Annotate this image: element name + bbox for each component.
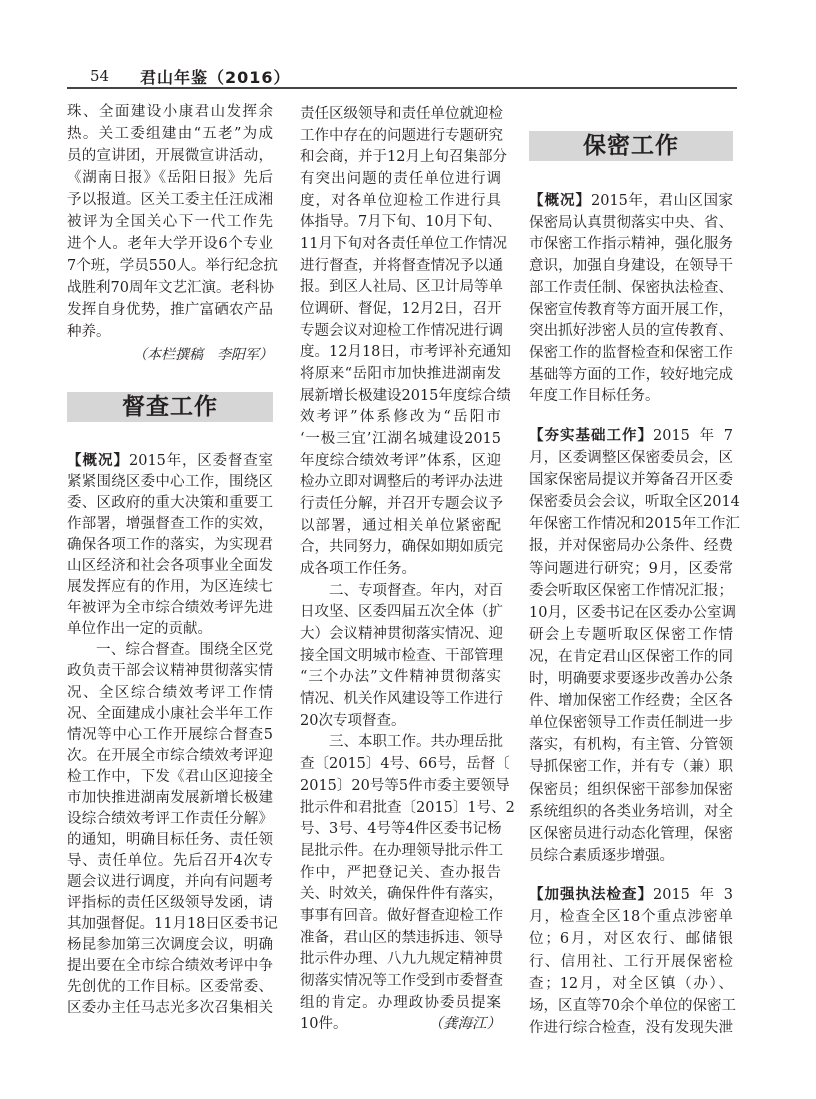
text-line: 次。在开展全市综合绩效考评迎 — [67, 747, 273, 764]
running-header-title: 君山年鉴（2016） — [140, 68, 291, 87]
text-line: 二、专项督查。年内，对百 — [329, 582, 503, 599]
text-line: 2015〕20号等5件市委主要领导 — [300, 777, 510, 794]
text-line: 月，区委调整区保密委员会，区 — [529, 450, 733, 467]
text-line: 报，并对保密局办公条件、经费 — [529, 538, 733, 555]
text-line: 月，检查全区18个重点涉密单 — [529, 909, 733, 926]
text-line — [529, 191, 733, 213]
text-line: 系统组织的各类业务培训，对全 — [529, 803, 733, 820]
text-line — [300, 1014, 501, 1036]
paragraph — [67, 101, 278, 343]
text-line: 保密工作的监督检查和保密工作 — [529, 344, 733, 361]
text-line: 保密员；组织保密干部参加保密 — [529, 781, 733, 798]
text-line: 题会议进行调度，并向有问题考 — [67, 873, 273, 890]
text-line: 11月下旬对各责任单位工作情况 — [300, 236, 507, 253]
text-line: 单位保密领导工作责任制进一步 — [529, 715, 733, 732]
text-line: 热。关工委组建由“五老”为成 — [67, 126, 273, 142]
text-line: 昆批示件。在办理领导批示件工 — [300, 842, 503, 859]
text-line: 部工作责任制、保密执法检查、 — [529, 279, 733, 296]
text-line: 先创优的工作目标。区委常委、 — [67, 979, 273, 996]
text-line: 作进行综合检查，没有发现失泄 — [529, 1020, 733, 1037]
text-line: 区委办主任马志光多次召集相关 — [67, 1000, 273, 1017]
text-line: ‘一极三宜’江湖名城建设2015 — [300, 431, 501, 448]
text-line: 场，区直等70余个单位的保密工 — [529, 998, 736, 1015]
text-line: 等问题进行研究；9月，区委常 — [529, 560, 733, 577]
paragraph — [67, 451, 273, 640]
text-line: 批示件办理、八九九规定精神贯 — [300, 951, 503, 968]
text-line: 意识，加强自身建设，在领导干 — [529, 258, 733, 275]
text-block — [300, 104, 515, 1036]
text-line: 年被评为全市综合绩效考评先进 — [67, 600, 273, 617]
text-line: 彻落实情况等工作受到市委督查 — [300, 972, 503, 989]
text-line — [67, 451, 273, 472]
text-line: 况、全面建成小康社会半年工作 — [67, 705, 273, 722]
text-line: 其加强督促。11月18日区委书记 — [67, 916, 278, 933]
paragraph — [67, 640, 278, 1019]
text-line: 研会上专题听取区保密工作情 — [529, 626, 733, 643]
text-line: 员的宣讲团，开展微宣讲活动， — [67, 148, 273, 164]
text-line: 度，对各单位迎检工作进行具 — [300, 192, 501, 209]
text-line: 效考评”体系修改为“岳阳市 — [300, 409, 501, 426]
text-block — [529, 425, 740, 867]
text-line: 查〔2015〕4号、66号，岳督〔 — [300, 756, 510, 773]
text-line: 提出要在全市综合绩效考评中争 — [67, 958, 273, 975]
text-line: 员综合素质逐步增强。 — [529, 847, 674, 864]
text-line: 年度综合绩效考评”体系，区迎 — [300, 452, 501, 469]
header-rule — [67, 87, 737, 89]
text-line: 进个人。老年大学开设6个专业 — [67, 236, 273, 252]
text-line — [529, 884, 733, 906]
text-line: 准备，君山区的禁违拆违、领导 — [300, 929, 503, 946]
author-signature: （龚海江） — [428, 1016, 501, 1033]
text-line: 大）会议精神贯彻落实情况、迎 — [300, 626, 503, 643]
text-line: 委会听取区保密工作情况汇报； — [529, 582, 733, 599]
text-line: 时，明确要求要逐步改善办公条 — [529, 671, 733, 688]
paragraph — [300, 104, 511, 581]
text-line: 被评为全国关心下一代工作先 — [67, 214, 273, 230]
line-text: 2015年7 — [653, 428, 733, 444]
page-number: 54 — [90, 67, 110, 85]
text-line: 检办立即对调整后的考评办法进 — [300, 474, 503, 491]
text-line: 20次专项督查。 — [300, 712, 406, 729]
text-line: “三个办法”文件精神贯彻落实 — [300, 669, 501, 686]
text-line: 导抓保密工作，并有专（兼）职 — [529, 759, 733, 776]
text-line: 展发挥应有的作用，为区连续七 — [67, 579, 273, 596]
text-line: 进行督查，并将督查情况予以通 — [300, 257, 503, 274]
text-line: 和会商，并于12月上旬召集部分 — [300, 149, 507, 166]
text-line: 发挥自身优势，推广富硒农产品 — [67, 302, 273, 318]
text-block — [67, 451, 278, 1019]
text-line — [529, 425, 733, 447]
text-line: 评指标的责任区级领导发函，请 — [67, 894, 273, 911]
paragraph — [300, 732, 515, 1035]
text-line: 批示件和君批查〔2015〕1号、2 — [300, 799, 515, 816]
text-line: 突出抓好涉密人员的宣传教育、 — [529, 323, 733, 340]
text-block — [529, 191, 733, 408]
text-line: 落实，有机构，有主管、分管领 — [529, 737, 733, 754]
text-line: 合，共同努力，确保如期如质完 — [300, 539, 503, 556]
paragraph — [300, 581, 501, 733]
author-byline: （本栏撰稿 李阳军） — [133, 347, 273, 363]
text-line: 作部署，增强督查工作的实效， — [67, 516, 273, 533]
text-line: 专题会议对迎检工作情况进行调 — [300, 322, 503, 339]
text-line: 10月，区委书记在区委办公室调 — [529, 604, 736, 621]
text-line: 种养。 — [67, 324, 111, 340]
text-line: 保密委员会会议，听取全区2014 — [529, 494, 740, 511]
section-label: 【概况】 — [67, 453, 129, 469]
text-line: 区保密员进行动态化管理，保密 — [529, 825, 733, 842]
text-line: 况、全区综合绩效考评工作情 — [67, 684, 273, 701]
section-title: 保密工作 — [529, 131, 733, 161]
section-label: 【概况】 — [529, 193, 591, 209]
text-line: 作中，严把登记关、查办报告 — [300, 864, 501, 881]
text-line: 的通知，明确目标任务、责任领 — [67, 831, 273, 848]
text-line: 展新增长极建设2015年度综合绩 — [300, 387, 511, 404]
text-line: 杨昆参加第三次调度会议，明确 — [67, 937, 273, 954]
text-line: 况，在肯定君山区保密工作的同 — [529, 648, 733, 665]
text-line: 导、责任单位。先后召开4次专 — [67, 852, 273, 869]
text-line: 位；6月，对区农行、邮储银 — [529, 931, 733, 948]
line-text: 10件。 — [300, 1016, 348, 1033]
text-line: 体指导。7月下旬、10月下旬、 — [300, 214, 502, 231]
text-line: 日攻坚、区委四届五次全体（扩 — [300, 604, 503, 621]
text-line: 以部署，通过相关单位紧密配 — [300, 517, 501, 534]
text-line: 年度工作目标任务。 — [529, 388, 660, 405]
text-block — [529, 884, 736, 1039]
text-line: 战胜利70周年文艺汇演。老科协 — [67, 280, 274, 296]
paragraph — [529, 425, 740, 867]
text-line: 设综合绩效考评工作责任分解》 — [67, 810, 273, 827]
text-line: 情况等中心工作开展综合督查5 — [67, 726, 273, 743]
text-line: 检工作中，下发《君山区迎接全 — [67, 768, 273, 785]
section-label: 【加强执法检查】 — [529, 887, 653, 903]
text-line: 行责任分解，并召开专题会议予 — [300, 496, 503, 513]
text-line: 行、信用社、工行开展保密检 — [529, 953, 733, 970]
text-line: 市加快推进湖南发展新增长极建 — [67, 789, 273, 806]
text-line: 将原来“岳阳市加快推进湖南发 — [300, 366, 501, 383]
text-line: 有突出问题的责任单位进行调 — [300, 171, 501, 188]
text-line: 号、3号、4号等4件区委书记杨 — [300, 821, 502, 838]
text-line: 保密宣传教育等方面开展工作， — [529, 301, 733, 318]
text-line: 工作中存在的问题进行专题研究 — [300, 127, 503, 144]
text-line: 件、增加保密工作经费；全区各 — [529, 693, 733, 710]
text-line: 确保各项工作的落实，为实现君 — [67, 537, 273, 554]
line-text: 2015年3 — [653, 887, 733, 903]
text-line: 7个班，学员550人。举行纪念抗 — [67, 258, 278, 274]
text-block — [67, 101, 278, 343]
text-line: 年保密工作情况和2015年工作汇 — [529, 516, 740, 533]
text-line: 责任区级领导和责任单位就迎检 — [300, 106, 503, 122]
text-line: 珠、全面建设小康君山发挥余 — [67, 104, 273, 120]
text-line: 情况、机关作风建设等工作进行 — [300, 691, 503, 708]
line-text: 2015年，君山区国家 — [591, 193, 733, 209]
text-line: 一、综合督查。围绕全区党 — [96, 642, 273, 659]
text-line: 位调研、督促，12月2日，召开 — [300, 301, 502, 318]
text-line: 基础等方面的工作，较好地完成 — [529, 366, 733, 383]
text-line: 紧紧围绕区委中心工作，围绕区 — [67, 474, 273, 491]
text-line: 报。到区人社局、区卫计局等单 — [300, 279, 503, 296]
paragraph — [529, 191, 733, 408]
text-line: 市保密工作指示精神，强化服务 — [529, 236, 733, 253]
paragraph — [529, 884, 736, 1039]
text-line: 《湖南日报》《岳阳日报》先后 — [67, 170, 273, 186]
text-line: 政负责干部会议精神贯彻落实情 — [67, 663, 273, 680]
text-line: 国家保密局提议并筹备召开区委 — [529, 472, 733, 489]
text-line: 组的肯定。办理政协委员提案 — [300, 994, 501, 1011]
text-line: 事事有回音。做好督查迎检工作 — [300, 907, 503, 924]
text-line: 查；12月，对全区镇（办）、 — [529, 975, 733, 992]
section-title: 督查工作 — [67, 392, 273, 422]
text-line: 予以报道。区关工委主任汪成湘 — [67, 192, 273, 208]
section-label: 【夯实基础工作】 — [529, 428, 653, 444]
text-line: 单位作出一定的贡献。 — [67, 621, 212, 638]
text-line: 保密局认真贯彻落实中央、省、 — [529, 214, 733, 231]
text-line: 接全国文明城市检查、干部管理 — [300, 647, 503, 664]
text-line: 成各项工作任务。 — [300, 561, 416, 578]
text-line: 委、区政府的重大决策和重要工 — [67, 495, 273, 512]
line-text: 2015年，区委督查室 — [129, 453, 273, 469]
text-line: 关、时效关，确保件件有落实， — [300, 886, 503, 903]
text-line: 三、本职工作。共办理岳批 — [329, 734, 503, 751]
text-line: 山区经济和社会各项事业全面发 — [67, 558, 273, 575]
text-line: 度。12月18日，市考评补充通知 — [300, 344, 511, 361]
